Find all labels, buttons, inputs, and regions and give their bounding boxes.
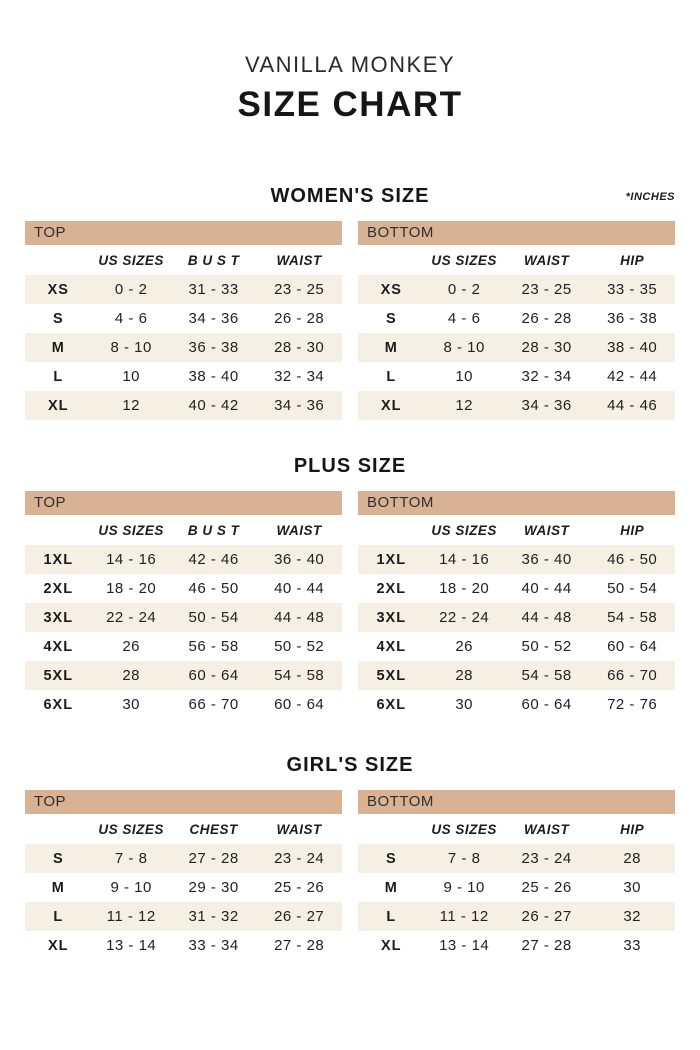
- cell-value: 36 - 38: [188, 339, 239, 356]
- size-table-bottom: [358, 221, 675, 420]
- table-row: [25, 275, 342, 304]
- column-header: B U S T: [187, 522, 240, 538]
- column-header-row: [25, 814, 342, 844]
- table-header-bar: TOP: [25, 491, 342, 515]
- cell-value: 11 - 12: [106, 908, 156, 925]
- cell-value: 32: [623, 908, 642, 925]
- cell-value: 40 - 44: [274, 580, 325, 597]
- size-label: XL: [48, 937, 69, 954]
- table-row: [358, 690, 675, 719]
- cell-value: 22 - 24: [439, 609, 490, 626]
- size-label: XL: [48, 397, 69, 414]
- cell-value: 23 - 24: [521, 850, 572, 867]
- section-plus-size: [25, 453, 675, 719]
- cell-value: 60 - 64: [274, 696, 325, 713]
- size-label: S: [385, 850, 397, 867]
- section-women-s-size: [25, 183, 675, 420]
- column-header: US SIZES: [431, 821, 497, 837]
- cell-value: 50 - 54: [607, 580, 658, 597]
- tables-row: [25, 790, 675, 960]
- table-row: [25, 690, 342, 719]
- sections-container: [0, 183, 700, 960]
- column-header: US SIZES: [98, 821, 164, 837]
- page-title: SIZE CHART: [237, 85, 463, 124]
- cell-value: 33: [623, 937, 642, 954]
- cell-value: 34 - 36: [274, 397, 325, 414]
- column-header: B U S T: [187, 252, 240, 268]
- cell-value: 28 - 30: [521, 339, 572, 356]
- column-header: WAIST: [523, 252, 570, 268]
- column-header: HIP: [620, 522, 645, 538]
- cell-value: 13 - 14: [106, 937, 157, 954]
- cell-value: 0 - 2: [447, 281, 481, 298]
- size-table-top: [25, 790, 342, 960]
- cell-value: 12: [122, 397, 141, 414]
- table-row: [358, 574, 675, 603]
- column-header: US SIZES: [431, 522, 497, 538]
- table-row: [358, 603, 675, 632]
- cell-value: 11 - 12: [439, 908, 489, 925]
- cell-value: 26: [455, 638, 474, 655]
- size-label: 3XL: [43, 609, 74, 626]
- cell-value: 14 - 16: [106, 551, 157, 568]
- cell-value: 42 - 46: [188, 551, 239, 568]
- size-label: 2XL: [376, 580, 407, 597]
- size-label: 3XL: [376, 609, 407, 626]
- cell-value: 28: [623, 850, 642, 867]
- cell-value: 22 - 24: [106, 609, 157, 626]
- cell-value: 26 - 27: [274, 908, 325, 925]
- column-header: WAIST: [276, 522, 322, 538]
- cell-value: 30: [122, 696, 141, 713]
- cell-value: 23 - 25: [274, 281, 325, 298]
- column-header: CHEST: [189, 821, 238, 837]
- cell-value: 25 - 26: [521, 879, 572, 896]
- cell-value: 66 - 70: [188, 696, 239, 713]
- cell-value: 7 - 8: [447, 850, 481, 867]
- cell-value: 36 - 40: [274, 551, 325, 568]
- cell-value: 4 - 6: [447, 310, 481, 327]
- cell-value: 30: [623, 879, 642, 896]
- table-header-bar: BOTTOM: [358, 491, 675, 515]
- size-label: M: [51, 879, 65, 896]
- size-label: L: [53, 368, 64, 385]
- size-label: S: [385, 310, 397, 327]
- brand-name: VANILLA MONKEY: [244, 52, 456, 77]
- cell-value: 44 - 46: [607, 397, 658, 414]
- size-label: 4XL: [376, 638, 407, 655]
- cell-value: 26 - 28: [274, 310, 325, 327]
- cell-value: 40 - 42: [188, 397, 239, 414]
- section-title: WOMEN'S SIZE: [270, 185, 430, 207]
- table-row: [25, 931, 342, 960]
- table-row: [25, 632, 342, 661]
- column-header: WAIST: [523, 821, 570, 837]
- cell-value: 32 - 34: [274, 368, 325, 385]
- size-label: M: [384, 339, 398, 356]
- tables-row: [25, 491, 675, 719]
- table-row: [358, 902, 675, 931]
- cell-value: 23 - 24: [274, 850, 325, 867]
- size-label: M: [51, 339, 65, 356]
- cell-value: 42 - 44: [607, 368, 658, 385]
- table-row: [358, 632, 675, 661]
- cell-value: 60 - 64: [521, 696, 572, 713]
- table-row: [25, 844, 342, 873]
- cell-value: 50 - 54: [188, 609, 239, 626]
- size-table-top: [25, 491, 342, 719]
- cell-value: 18 - 20: [106, 580, 157, 597]
- cell-value: 60 - 64: [188, 667, 239, 684]
- cell-value: 4 - 6: [114, 310, 148, 327]
- cell-value: 28: [122, 667, 141, 684]
- table-row: [25, 661, 342, 690]
- column-header: US SIZES: [98, 252, 164, 268]
- cell-value: 72 - 76: [607, 696, 658, 713]
- size-table-top: [25, 221, 342, 420]
- column-header: HIP: [620, 252, 645, 268]
- cell-value: 38 - 40: [607, 339, 658, 356]
- column-header: WAIST: [276, 821, 322, 837]
- table-row: [25, 873, 342, 902]
- cell-value: 7 - 8: [114, 850, 148, 867]
- column-header-row: [358, 245, 675, 275]
- cell-value: 36 - 38: [607, 310, 658, 327]
- table-header-bar: BOTTOM: [358, 221, 675, 245]
- column-header: US SIZES: [98, 522, 164, 538]
- cell-value: 8 - 10: [110, 339, 152, 356]
- table-header-bar: TOP: [25, 221, 342, 245]
- size-label: S: [52, 850, 64, 867]
- cell-value: 34 - 36: [188, 310, 239, 327]
- column-header-row: [358, 814, 675, 844]
- size-label: XS: [380, 281, 402, 298]
- column-header-row: [25, 515, 342, 545]
- cell-value: 29 - 30: [188, 879, 239, 896]
- cell-value: 54 - 58: [607, 609, 658, 626]
- cell-value: 60 - 64: [607, 638, 658, 655]
- size-label: L: [386, 368, 397, 385]
- cell-value: 66 - 70: [607, 667, 658, 684]
- table-row: [358, 844, 675, 873]
- cell-value: 34 - 36: [521, 397, 572, 414]
- table-row: [25, 304, 342, 333]
- cell-value: 30: [455, 696, 474, 713]
- cell-value: 27 - 28: [188, 850, 239, 867]
- table-row: [25, 574, 342, 603]
- table-row: [25, 902, 342, 931]
- cell-value: 56 - 58: [188, 638, 239, 655]
- cell-value: 46 - 50: [188, 580, 239, 597]
- column-header-row: [358, 515, 675, 545]
- table-row: [358, 661, 675, 690]
- cell-value: 12: [455, 397, 474, 414]
- cell-value: 26: [122, 638, 141, 655]
- section-title: GIRL'S SIZE: [286, 754, 414, 776]
- cell-value: 31 - 32: [188, 908, 239, 925]
- cell-value: 23 - 25: [521, 281, 572, 298]
- cell-value: 46 - 50: [607, 551, 658, 568]
- column-header: WAIST: [523, 522, 570, 538]
- cell-value: 44 - 48: [274, 609, 325, 626]
- cell-value: 8 - 10: [443, 339, 485, 356]
- size-label: L: [386, 908, 397, 925]
- size-label: XL: [381, 937, 402, 954]
- column-header: WAIST: [276, 252, 322, 268]
- cell-value: 50 - 52: [274, 638, 325, 655]
- cell-value: 0 - 2: [114, 281, 148, 298]
- cell-value: 26 - 27: [521, 908, 572, 925]
- table-row: [358, 304, 675, 333]
- table-header-bar: TOP: [25, 790, 342, 814]
- section-girl-s-size: [25, 752, 675, 960]
- section-title-row: [25, 752, 675, 778]
- table-row: [358, 931, 675, 960]
- size-table-bottom: [358, 491, 675, 719]
- size-label: 6XL: [376, 696, 407, 713]
- cell-value: 38 - 40: [188, 368, 239, 385]
- column-header: US SIZES: [431, 252, 497, 268]
- table-row: [25, 545, 342, 574]
- table-row: [358, 545, 675, 574]
- cell-value: 9 - 10: [443, 879, 485, 896]
- cell-value: 28 - 30: [274, 339, 325, 356]
- cell-value: 50 - 52: [521, 638, 572, 655]
- cell-value: 10: [455, 368, 474, 385]
- cell-value: 54 - 58: [521, 667, 572, 684]
- size-label: XS: [47, 281, 69, 298]
- table-row: [358, 391, 675, 420]
- table-row: [25, 603, 342, 632]
- table-row: [25, 333, 342, 362]
- cell-value: 44 - 48: [521, 609, 572, 626]
- size-label: M: [384, 879, 398, 896]
- size-label: S: [52, 310, 64, 327]
- cell-value: 40 - 44: [521, 580, 572, 597]
- size-label: 1XL: [376, 551, 407, 568]
- size-label: 5XL: [376, 667, 407, 684]
- cell-value: 28: [455, 667, 474, 684]
- cell-value: 33 - 35: [607, 281, 658, 298]
- tables-row: [25, 221, 675, 420]
- cell-value: 13 - 14: [439, 937, 490, 954]
- cell-value: 18 - 20: [439, 580, 490, 597]
- cell-value: 25 - 26: [274, 879, 325, 896]
- cell-value: 14 - 16: [439, 551, 490, 568]
- units-note: *INCHES: [625, 191, 675, 203]
- size-label: 4XL: [43, 638, 74, 655]
- cell-value: 36 - 40: [521, 551, 572, 568]
- cell-value: 32 - 34: [521, 368, 572, 385]
- table-row: [25, 391, 342, 420]
- cell-value: 33 - 34: [188, 937, 239, 954]
- table-row: [358, 362, 675, 391]
- cell-value: 27 - 28: [274, 937, 325, 954]
- size-label: 2XL: [43, 580, 74, 597]
- cell-value: 10: [122, 368, 141, 385]
- section-title: PLUS SIZE: [293, 455, 407, 477]
- cell-value: 27 - 28: [521, 937, 572, 954]
- table-row: [358, 275, 675, 304]
- table-row: [358, 873, 675, 902]
- size-table-bottom: [358, 790, 675, 960]
- size-label: 1XL: [43, 551, 74, 568]
- column-header: HIP: [620, 821, 645, 837]
- size-label: 6XL: [43, 696, 74, 713]
- section-title-row: [25, 453, 675, 479]
- table-row: [358, 333, 675, 362]
- size-label: 5XL: [43, 667, 74, 684]
- cell-value: 26 - 28: [521, 310, 572, 327]
- cell-value: 9 - 10: [110, 879, 152, 896]
- table-row: [25, 362, 342, 391]
- column-header-row: [25, 245, 342, 275]
- cell-value: 31 - 33: [188, 281, 239, 298]
- table-header-bar: BOTTOM: [358, 790, 675, 814]
- size-label: L: [53, 908, 64, 925]
- size-label: XL: [381, 397, 402, 414]
- cell-value: 54 - 58: [274, 667, 325, 684]
- section-title-row: [25, 183, 675, 209]
